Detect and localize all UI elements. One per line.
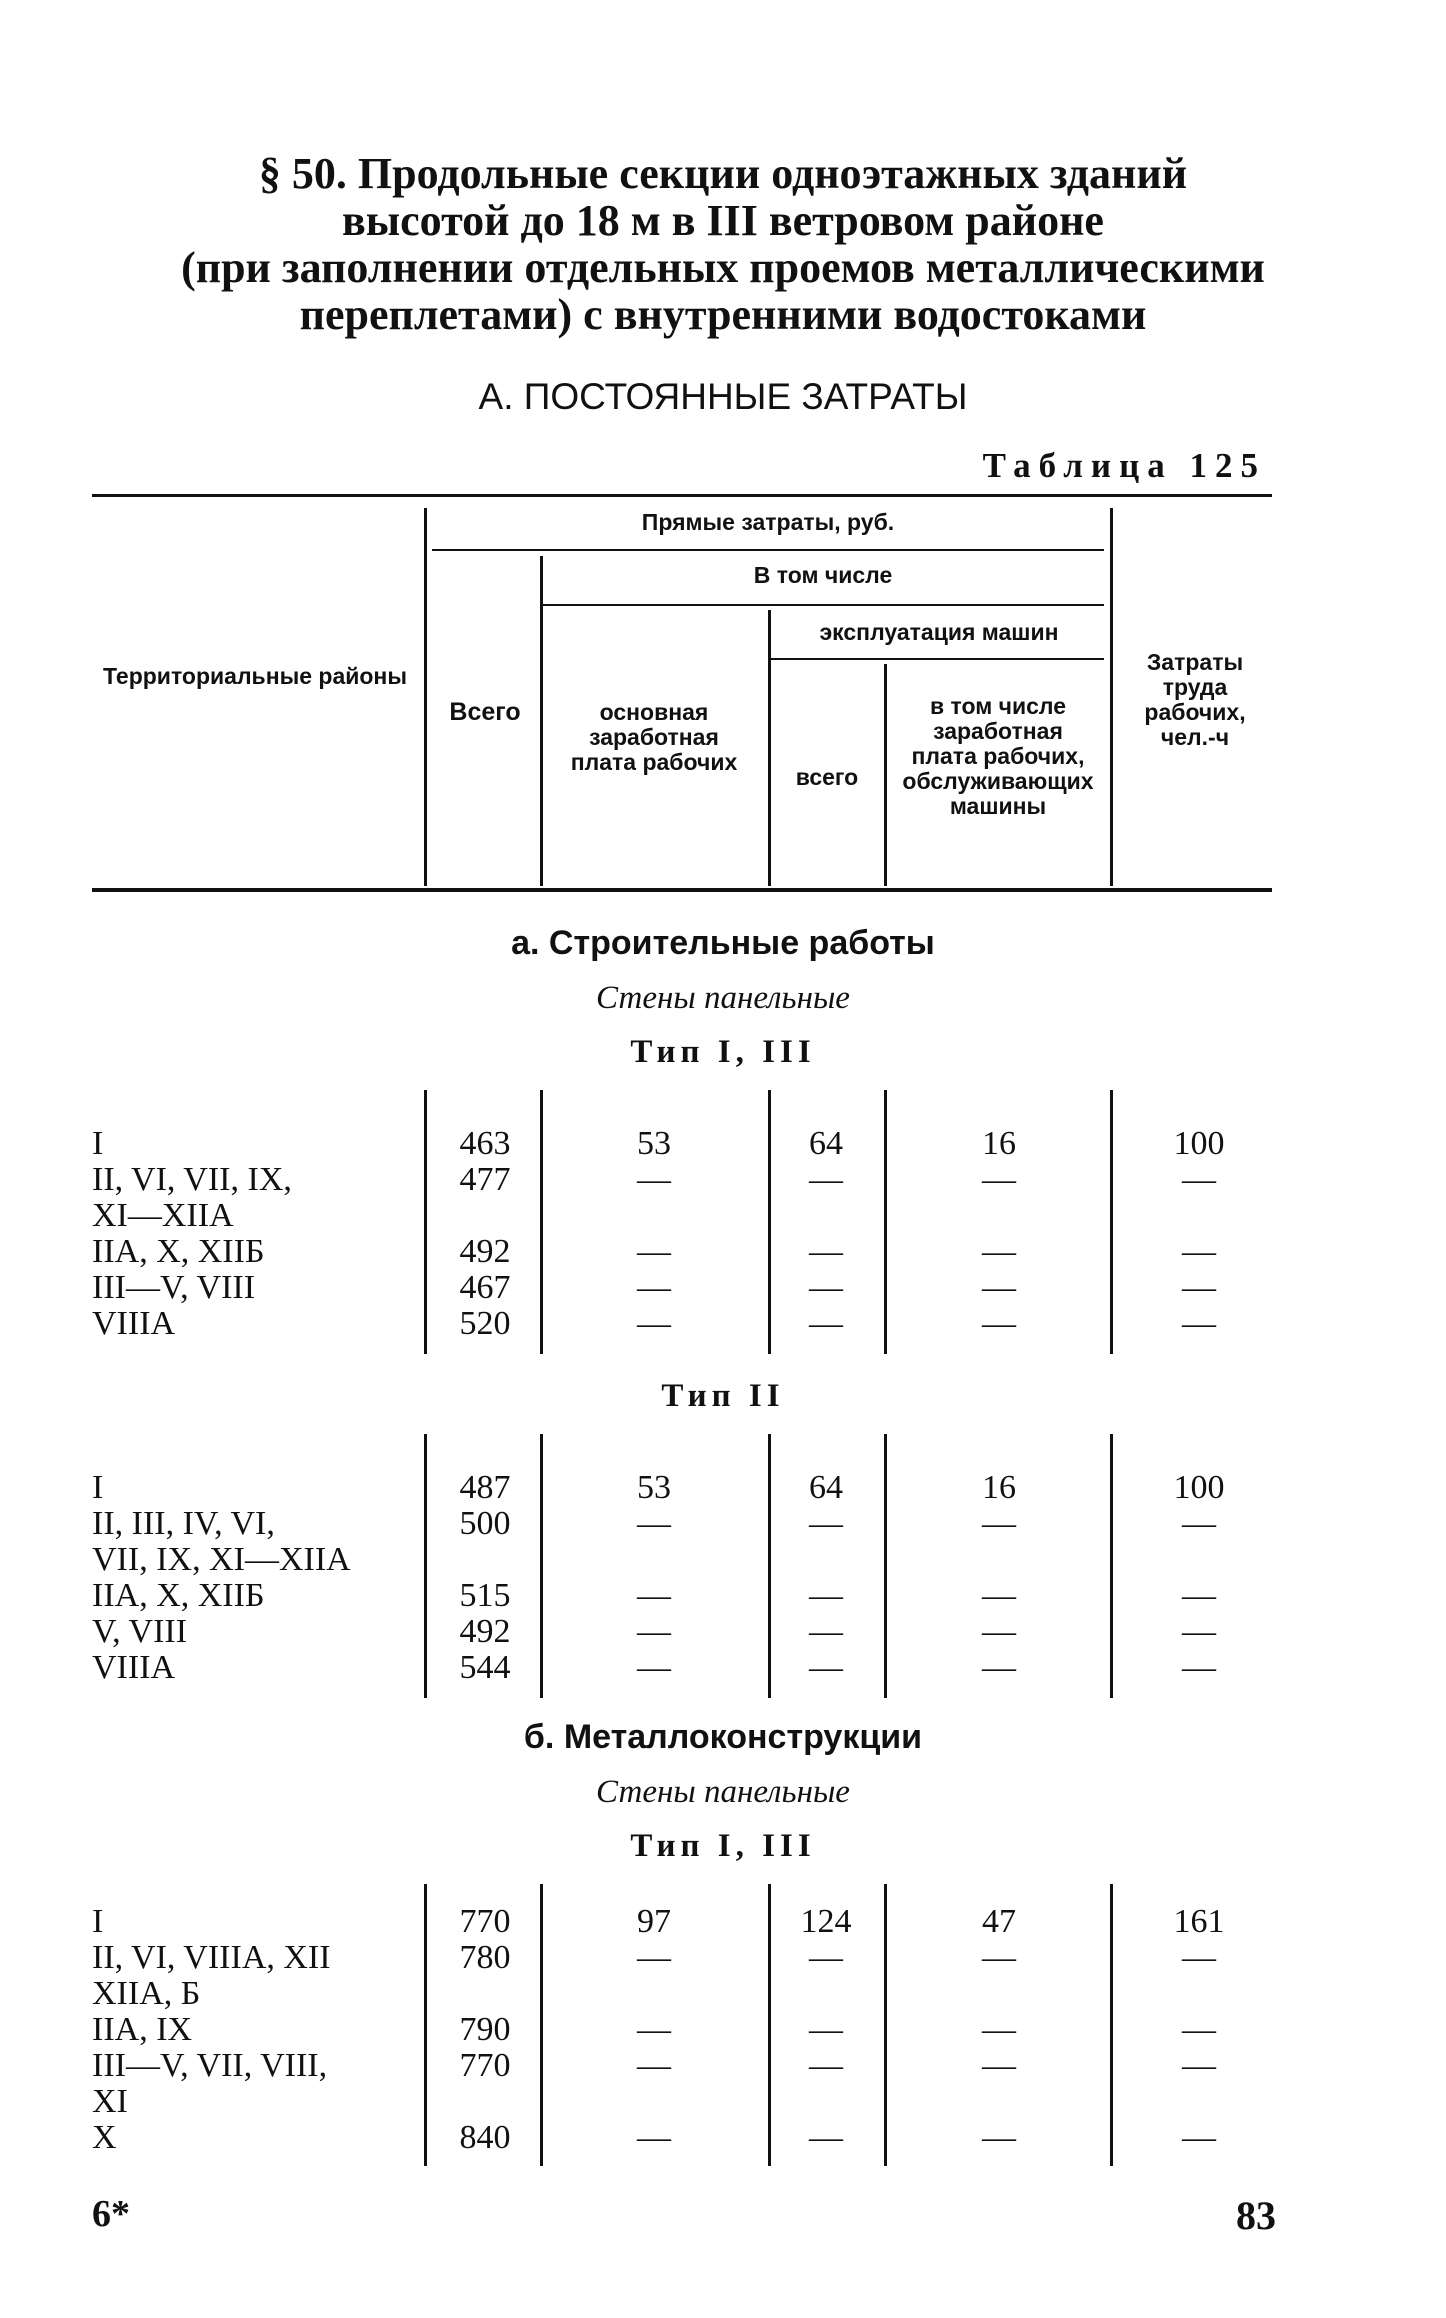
row-region: XI—XIIA [92,1197,234,1234]
table-row-continuation [0,1542,1446,1578]
row-wages: — [637,2119,671,2156]
row-machines-wages: — [982,1269,1016,1306]
title-line: § 50. Продольные секции одноэтажных зданий [258,149,1188,198]
row-total: 544 [459,1649,511,1686]
row-machines-wages: — [982,1161,1016,1198]
row-wages: — [637,1613,671,1650]
row-machines: — [809,2011,843,2048]
section-subheading: Стены панельные [596,980,850,1016]
row-machines: — [809,1305,843,1342]
row-machines-wages: — [982,1505,1016,1542]
row-wages: — [637,2047,671,2084]
row-region: X [92,2119,117,2156]
table-row [0,1234,1446,1270]
row-labor: — [1182,1649,1216,1686]
row-region: I [92,1125,104,1162]
row-wages: — [637,1939,671,1976]
row-machines: 64 [809,1125,843,1162]
table-row [0,1650,1446,1686]
header-regions: Территориальные районы [103,663,407,689]
row-machines-wages: 16 [982,1125,1016,1162]
table-row [0,1162,1446,1198]
row-machines: — [809,1161,843,1198]
table-row [0,1940,1446,1976]
table-row [0,2048,1446,2084]
row-total: 477 [459,1161,511,1198]
table-row [0,1578,1446,1614]
row-machines: — [809,1505,843,1542]
header-total: Всего [449,698,521,726]
header-machines-wages: в том числе заработная плата рабочих, обслуживающих машины [902,693,1094,819]
table-row [0,2012,1446,2048]
row-machines-wages: — [982,1613,1016,1650]
row-wages: — [637,1577,671,1614]
table-row [0,1306,1446,1342]
row-region: II, III, IV, VI, [92,1505,275,1542]
page-number: 83 [1236,2193,1276,2238]
row-wages: 53 [637,1125,671,1162]
row-labor: — [1182,1161,1216,1198]
row-region: IIA, X, XIIБ [92,1577,265,1614]
row-machines-wages: — [982,1577,1016,1614]
table-row [0,1904,1446,1940]
table-row [0,1614,1446,1650]
row-machines: 124 [800,1903,852,1940]
row-total: 492 [459,1233,511,1270]
table-row-continuation [0,2084,1446,2120]
row-region: II, VI, VIIIA, XII [92,1939,331,1976]
row-total: 520 [459,1305,511,1342]
row-region: III—V, VIII [92,1269,256,1306]
row-labor: — [1182,2047,1216,2084]
row-region: II, VI, VII, IX, [92,1161,292,1198]
row-machines-wages: — [982,1939,1016,1976]
row-region: VIIIA [92,1649,176,1686]
signature-mark: 6* [92,2193,130,2235]
row-wages: — [637,1505,671,1542]
row-wages: — [637,1305,671,1342]
title-line: (при заполнении отдельных проемов металлическими [181,243,1265,292]
table-row-continuation [0,1976,1446,2012]
row-machines: 64 [809,1469,843,1506]
row-machines: — [809,2047,843,2084]
row-total: 840 [459,2119,511,2156]
table-number: Таблица 125 [982,446,1266,485]
row-labor: — [1182,1577,1216,1614]
table-row [0,2120,1446,2156]
section-heading: а. Строительные работы [511,924,935,962]
row-machines-wages: 47 [982,1903,1016,1940]
row-region: XI [92,2083,128,2120]
header-rule [1110,508,1113,886]
header-rule [540,556,543,886]
table-row [0,1470,1446,1506]
header-including: В том числе [753,562,893,588]
section-heading: б. Металлоконструкции [523,1718,923,1756]
table-row [0,1270,1446,1306]
row-total: 500 [459,1505,511,1542]
header-rule [884,664,887,886]
row-machines: — [809,1649,843,1686]
row-machines-wages: — [982,2119,1016,2156]
header-rule [770,658,1104,660]
header-rule [542,604,1104,606]
section-subtitle: А. ПОСТОЯННЫЕ ЗАТРАТЫ [478,376,968,417]
type-heading: Тип II [661,1378,785,1414]
row-labor: — [1182,2119,1216,2156]
row-machines-wages: — [982,2011,1016,2048]
row-region: IIA, X, XIIБ [92,1233,265,1270]
row-labor: — [1182,1269,1216,1306]
row-machines: — [809,1939,843,1976]
row-region: I [92,1903,104,1940]
header-direct-costs: Прямые затраты, руб. [641,509,895,535]
header-bottom-rule [92,888,1272,892]
page-title [0,150,1446,338]
row-wages: — [637,1233,671,1270]
row-wages: — [637,2011,671,2048]
table-row [0,1506,1446,1542]
row-total: 770 [459,2047,511,2084]
row-labor: — [1182,1305,1216,1342]
row-total: 463 [459,1125,511,1162]
row-machines-wages: — [982,1649,1016,1686]
row-region: V, VIII [92,1613,188,1650]
row-total: 515 [459,1577,511,1614]
row-labor: — [1182,1613,1216,1650]
header-machines: эксплуатация машин [819,619,1059,645]
row-machines: — [809,1577,843,1614]
header-rule [424,508,427,886]
row-machines-wages: 16 [982,1469,1016,1506]
row-machines: — [809,2119,843,2156]
row-region: III—V, VII, VIII, [92,2047,328,2084]
header-rule [768,610,771,886]
section-subheading: Стены панельные [596,1774,850,1810]
row-labor: 161 [1173,1903,1225,1940]
row-region: XIIA, Б [92,1975,201,2012]
row-labor: — [1182,1505,1216,1542]
row-machines: — [809,1613,843,1650]
row-machines: — [809,1233,843,1270]
type-heading: Тип I, III [630,1828,816,1864]
row-wages: — [637,1161,671,1198]
row-region: VII, IX, XI—XIIA [92,1541,351,1578]
row-wages: 97 [637,1903,671,1940]
row-total: 780 [459,1939,511,1976]
row-labor: — [1182,1939,1216,1976]
header-labor: Затраты труда рабочих, чел.-ч [1144,649,1246,750]
row-machines-wages: — [982,1233,1016,1270]
row-wages: — [637,1269,671,1306]
row-labor: — [1182,1233,1216,1270]
header-rule [432,549,1104,551]
row-labor: — [1182,2011,1216,2048]
row-wages: 53 [637,1469,671,1506]
row-machines: — [809,1269,843,1306]
row-labor: 100 [1173,1125,1225,1162]
row-total: 770 [459,1903,511,1940]
row-region: I [92,1469,104,1506]
row-total: 487 [459,1469,511,1506]
row-region: IIA, IX [92,2011,193,2048]
table-row [0,1126,1446,1162]
header-machines-total: всего [795,764,859,790]
header-wages: основная заработная плата рабочих [570,699,738,775]
title-line: высотой до 18 м в III ветровом районе [342,196,1104,245]
type-heading: Тип I, III [630,1034,816,1070]
header-top-rule [92,494,1272,497]
row-labor: 100 [1173,1469,1225,1506]
row-machines-wages: — [982,1305,1016,1342]
row-total: 790 [459,2011,511,2048]
row-wages: — [637,1649,671,1686]
title-line: переплетами) с внутренними водостоками [299,290,1147,339]
row-total: 492 [459,1613,511,1650]
row-machines-wages: — [982,2047,1016,2084]
table-row-continuation [0,1198,1446,1234]
row-total: 467 [459,1269,511,1306]
row-region: VIIIA [92,1305,176,1342]
